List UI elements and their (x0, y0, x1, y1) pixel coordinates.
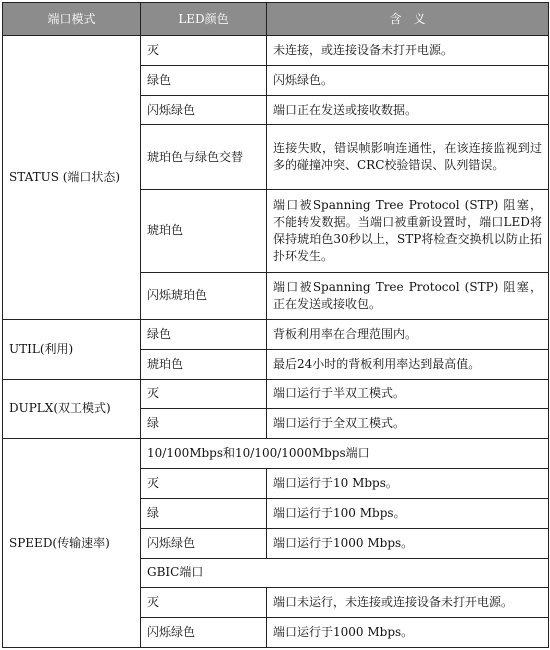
led-color-cell: 闪烁绿色 (141, 618, 267, 648)
mode-speed: SPEED(传输速率) (3, 439, 141, 648)
led-color-cell: 琥珀色 (141, 349, 267, 379)
meaning-cell: 端口运行于1000 Mbps。 (267, 618, 549, 648)
mode-util: UTIL(利用) (3, 319, 141, 379)
led-color-cell: 琥珀色 (141, 190, 267, 272)
mode-duplx: DUPLX(双工模式) (3, 379, 141, 439)
speed-group-heading: 10/100Mbps和10/100/1000Mbps端口 (141, 439, 549, 469)
table-row (3, 379, 549, 409)
led-color-cell: 绿 (141, 498, 267, 528)
meaning-cell: 未连接，或连接设备未打开电源。 (267, 36, 549, 66)
header-row (3, 3, 549, 36)
led-color-cell: 灭 (141, 36, 267, 66)
speed-group-heading: GBIC端口 (141, 558, 549, 588)
meaning-cell: 闪烁绿色。 (267, 65, 549, 95)
mode-status: STATUS (端口状态) (3, 36, 141, 320)
meaning-cell: 端口被Spanning Tree Protocol (STP) 阻塞，正在发送或接收包。 (267, 272, 549, 319)
table-row (3, 36, 549, 66)
header-port-mode: 端口模式 (3, 3, 141, 36)
meaning-cell: 端口被Spanning Tree Protocol (STP) 阻塞，不能转发数据。当端口被重新设置时，端口LED将保持琥珀色30秒以上，STP将检查交换机以防止拓扑环发生。 (267, 190, 549, 272)
led-color-cell: 灭 (141, 588, 267, 618)
meaning-cell: 背板利用率在合理范围内。 (267, 319, 549, 349)
meaning-cell: 端口正在发送或接收数据。 (267, 95, 549, 125)
header-led-color: LED颜色 (141, 3, 267, 36)
led-color-cell: 闪烁绿色 (141, 95, 267, 125)
table-row (3, 319, 549, 349)
led-status-table (2, 2, 549, 648)
table-row (3, 439, 549, 469)
meaning-cell: 最后24小时的背板利用率达到最高值。 (267, 349, 549, 379)
led-color-cell: 绿 (141, 409, 267, 439)
meaning-cell: 端口运行于100 Mbps。 (267, 498, 549, 528)
led-color-cell: 灭 (141, 469, 267, 499)
led-color-cell: 琥珀色与绿色交替 (141, 125, 267, 190)
led-color-cell: 闪烁绿色 (141, 528, 267, 558)
meaning-cell: 端口运行于10 Mbps。 (267, 469, 549, 499)
meaning-cell: 端口运行于半双工模式。 (267, 379, 549, 409)
led-color-cell: 绿色 (141, 319, 267, 349)
header-meaning: 含 义 (267, 3, 549, 36)
meaning-cell: 端口运行于全双工模式。 (267, 409, 549, 439)
led-color-cell: 绿色 (141, 65, 267, 95)
led-color-cell: 闪烁琥珀色 (141, 272, 267, 319)
meaning-cell: 连接失败，错误帧影响连通性，在该连接监视到过多的碰撞冲突、CRC校验错误、队列错误。 (267, 125, 549, 190)
led-color-cell: 灭 (141, 379, 267, 409)
meaning-cell: 端口未运行，未连接或连接设备未打开电源。 (267, 588, 549, 618)
meaning-cell: 端口运行于1000 Mbps。 (267, 528, 549, 558)
